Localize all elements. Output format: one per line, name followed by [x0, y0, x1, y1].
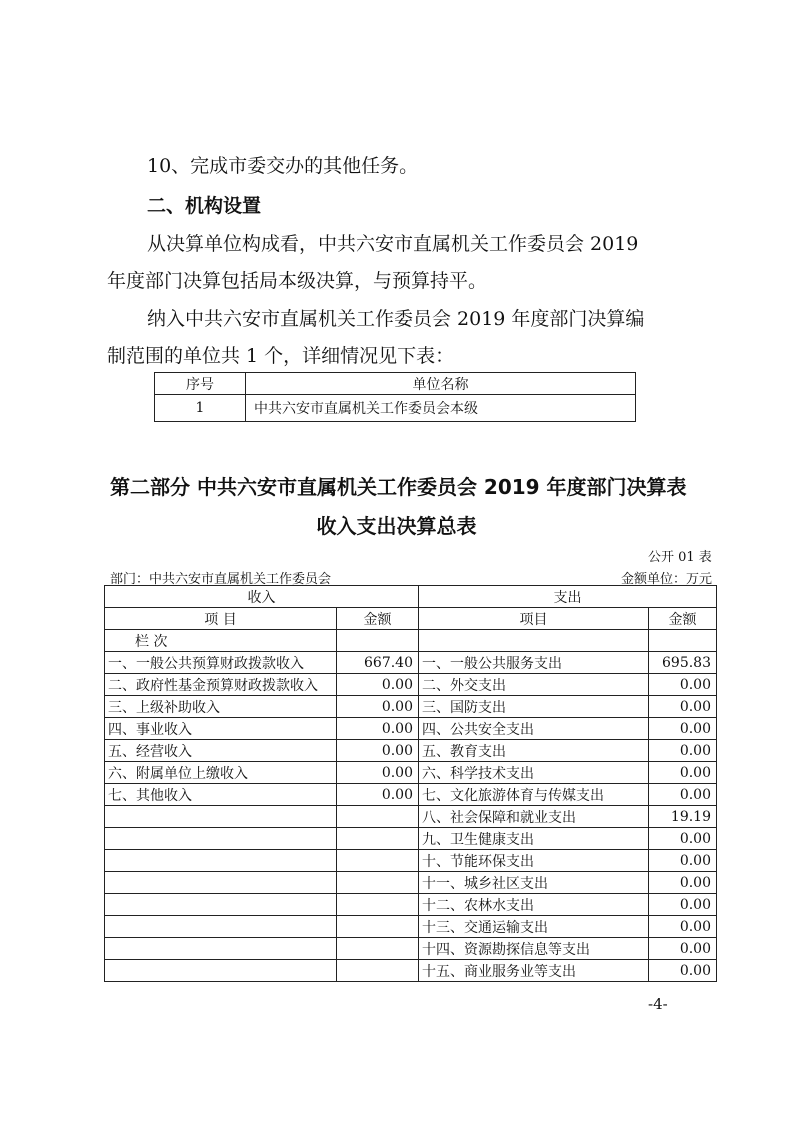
column-index-label: 栏 次	[105, 630, 337, 652]
table-row	[105, 828, 717, 850]
expense-item-cell: 十五、商业服务业等支出	[419, 960, 649, 982]
expense-amount-cell: 0.00	[649, 894, 717, 916]
expense-amount-cell: 0.00	[649, 740, 717, 762]
paragraph-2-line-2: 制范围的单位共 1 个，详细情况见下表：	[107, 345, 455, 367]
expense-item-cell: 十一、城乡社区支出	[419, 872, 649, 894]
expense-item-cell: 三、国防支出	[419, 696, 649, 718]
income-header: 收入	[105, 586, 419, 608]
income-amount-cell: 0.00	[337, 718, 419, 740]
unit-table-cell-index: 1	[155, 395, 246, 422]
income-item-cell: 七、其他收入	[105, 784, 337, 806]
income-item-cell	[105, 894, 337, 916]
income-amount-cell	[337, 916, 419, 938]
table-row	[105, 696, 717, 718]
table-row	[105, 894, 717, 916]
expense-item-cell: 五、教育支出	[419, 740, 649, 762]
expense-amount-cell: 19.19	[649, 806, 717, 828]
expense-amount-header: 金额	[649, 608, 717, 630]
income-item-cell	[105, 828, 337, 850]
expense-item-cell: 十二、农林水支出	[419, 894, 649, 916]
income-item-cell	[105, 960, 337, 982]
income-item-cell	[105, 916, 337, 938]
income-amount-cell: 0.00	[337, 696, 419, 718]
table-body	[105, 652, 717, 982]
table-row	[105, 916, 717, 938]
unit-table-cell-name: 中共六安市直属机关工作委员会本级	[246, 395, 636, 422]
expense-amount-cell: 0.00	[649, 872, 717, 894]
income-item-cell	[105, 872, 337, 894]
expense-amount-cell: 695.83	[649, 652, 717, 674]
paragraph-2-line-1: 纳入中共六安市直属机关工作委员会 2019 年度部门决算编	[147, 308, 645, 330]
income-amount-cell	[337, 850, 419, 872]
table-row	[105, 850, 717, 872]
section-heading-organization: 二、机构设置	[147, 195, 262, 217]
expense-amount-cell: 0.00	[649, 762, 717, 784]
income-amount-cell	[337, 806, 419, 828]
table-code: 公开 01 表	[648, 550, 712, 565]
page-number: -4-	[648, 995, 668, 1013]
income-amount-cell	[337, 894, 419, 916]
income-item-cell	[105, 938, 337, 960]
expense-item-cell: 九、卫生健康支出	[419, 828, 649, 850]
unit-table-header-index: 序号	[155, 373, 246, 395]
expense-amount-cell: 0.00	[649, 784, 717, 806]
expense-item-cell: 二、外交支出	[419, 674, 649, 696]
expense-amount-cell: 0.00	[649, 850, 717, 872]
expense-item-cell: 一、一般公共服务支出	[419, 652, 649, 674]
expense-item-cell: 八、社会保障和就业支出	[419, 806, 649, 828]
income-item-cell: 三、上级补助收入	[105, 696, 337, 718]
table-row	[105, 960, 717, 982]
expense-item-cell: 十四、资源勘探信息等支出	[419, 938, 649, 960]
expense-item-cell: 七、文化旅游体育与传媒支出	[419, 784, 649, 806]
income-item-cell: 二、政府性基金预算财政拨款收入	[105, 674, 337, 696]
expense-item-cell: 六、科学技术支出	[419, 762, 649, 784]
table-row	[105, 718, 717, 740]
unit-table	[154, 372, 636, 422]
table-row	[105, 740, 717, 762]
expense-amount-cell: 0.00	[649, 828, 717, 850]
expense-amount-cell: 0.00	[649, 916, 717, 938]
expense-item-cell: 十三、交通运输支出	[419, 916, 649, 938]
table-cell	[337, 630, 419, 652]
paragraph-1-line-1: 从决算单位构成看，中共六安市直属机关工作委员会 2019	[147, 233, 639, 255]
income-amount-cell: 0.00	[337, 762, 419, 784]
table-row	[105, 652, 717, 674]
table-title: 收入支出决算总表	[316, 514, 477, 538]
income-item-cell	[105, 850, 337, 872]
table-cell	[649, 630, 717, 652]
income-amount-cell: 0.00	[337, 674, 419, 696]
table-row	[105, 938, 717, 960]
income-item-header: 项 目	[105, 608, 337, 630]
amount-unit-label: 金额单位：万元	[621, 572, 713, 587]
part-title: 第二部分 中共六安市直属机关工作委员会 2019 年度部门决算表	[110, 475, 687, 499]
expense-amount-cell: 0.00	[649, 718, 717, 740]
unit-table-header-name: 单位名称	[246, 373, 636, 395]
expense-amount-cell: 0.00	[649, 938, 717, 960]
income-amount-cell	[337, 960, 419, 982]
income-item-cell: 六、附属单位上缴收入	[105, 762, 337, 784]
expense-amount-cell: 0.00	[649, 696, 717, 718]
income-item-cell: 四、事业收入	[105, 718, 337, 740]
income-amount-cell	[337, 938, 419, 960]
income-amount-cell	[337, 828, 419, 850]
expense-item-cell: 十、节能环保支出	[419, 850, 649, 872]
income-amount-header: 金额	[337, 608, 419, 630]
expense-amount-cell: 0.00	[649, 674, 717, 696]
income-amount-cell: 667.40	[337, 652, 419, 674]
income-expense-table	[104, 585, 717, 982]
income-item-cell: 一、一般公共预算财政拨款收入	[105, 652, 337, 674]
expense-amount-cell: 0.00	[649, 960, 717, 982]
table-row	[105, 762, 717, 784]
expense-item-cell: 四、公共安全支出	[419, 718, 649, 740]
table-row	[105, 872, 717, 894]
table-row	[105, 806, 717, 828]
item-10-text: 10、完成市委交办的其他任务。	[147, 155, 419, 177]
income-amount-cell: 0.00	[337, 784, 419, 806]
paragraph-1-line-2: 年度部门决算包括局本级决算，与预算持平。	[107, 270, 488, 292]
income-item-cell	[105, 806, 337, 828]
income-item-cell: 五、经营收入	[105, 740, 337, 762]
expense-header: 支出	[419, 586, 717, 608]
table-cell	[419, 630, 649, 652]
income-amount-cell	[337, 872, 419, 894]
income-amount-cell: 0.00	[337, 740, 419, 762]
expense-item-header: 项目	[419, 608, 649, 630]
table-row	[105, 784, 717, 806]
table-row	[105, 674, 717, 696]
department-label: 部门：中共六安市直属机关工作委员会	[110, 572, 332, 587]
